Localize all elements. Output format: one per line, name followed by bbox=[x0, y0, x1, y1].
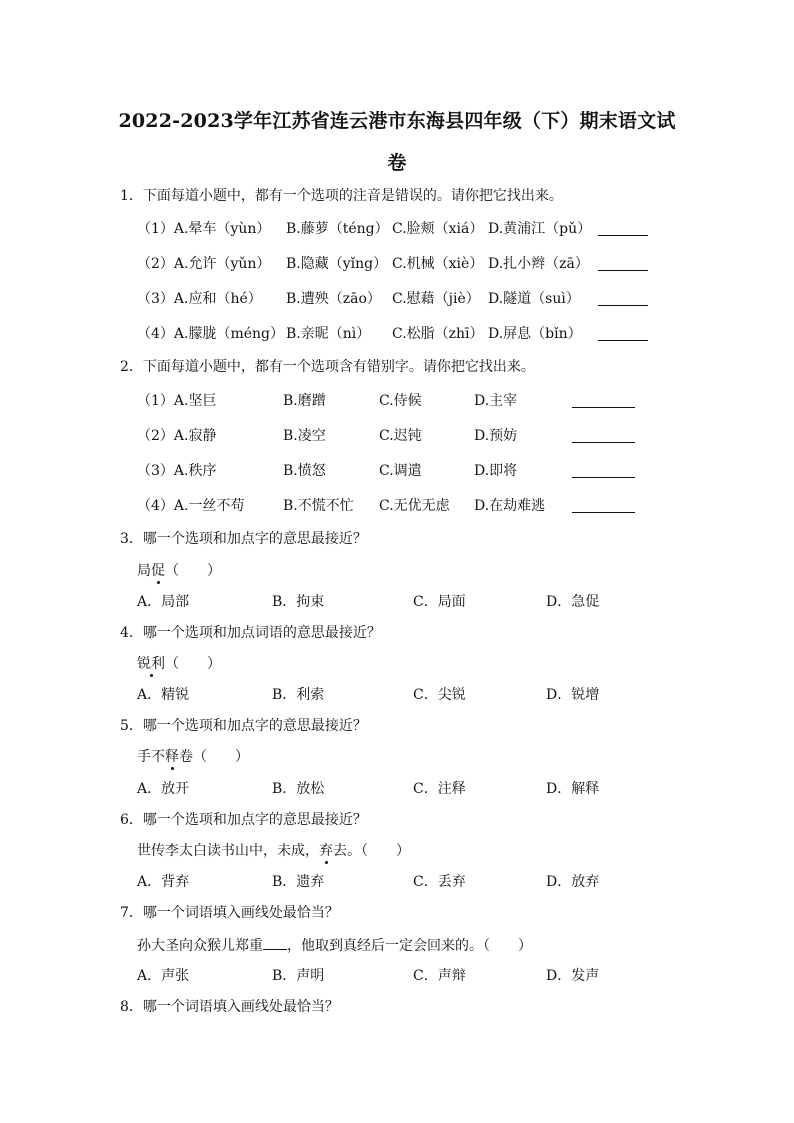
q4-option-a[interactable]: A．精锐 bbox=[137, 687, 190, 703]
q1-row2-option-d: D.扎小辫（zā） bbox=[488, 256, 589, 272]
q2-row1-option-b: B.磨蹭 bbox=[283, 393, 326, 409]
page-title: 2022-2023学年江苏省连云港市东海县四年级（下）期末语文试 bbox=[118, 110, 676, 132]
q2-row3-option-c: C.调遣 bbox=[379, 463, 422, 479]
q1-row1-answer-blank[interactable] bbox=[598, 235, 648, 236]
q2-row3-option-a: （3）A.秩序 bbox=[137, 463, 217, 479]
q2-row4-option-b: B.不慌不忙 bbox=[283, 498, 354, 514]
question-2-stem: 2．下面每道小题中，都有一个选项含有错别字。请你把它找出来。 bbox=[120, 359, 535, 375]
q7-option-d[interactable]: D．发声 bbox=[546, 968, 600, 984]
q5-option-c[interactable]: C．注释 bbox=[413, 781, 466, 797]
q2-row2-option-a: （2）A.寂静 bbox=[137, 428, 217, 444]
q1-row4-option-c: C.松脂（zhī） bbox=[392, 326, 484, 342]
q5-option-a[interactable]: A．放开 bbox=[137, 781, 190, 797]
question-1-stem: 1．下面每道小题中，都有一个选项的注音是错误的。请你把它找出来。 bbox=[120, 188, 563, 204]
q3-option-a[interactable]: A．局部 bbox=[137, 594, 190, 610]
q1-row2-answer-blank[interactable] bbox=[598, 270, 648, 271]
question-7-stem: 7．哪一个词语填入画线处最恰当？ bbox=[120, 905, 339, 921]
q7-option-a[interactable]: A．声张 bbox=[137, 968, 190, 984]
q6-option-c[interactable]: C．丢弃 bbox=[413, 874, 466, 890]
q2-row1-option-d: D.主宰 bbox=[474, 393, 518, 409]
question-3-stem: 3．哪一个选项和加点字的意思最接近？ bbox=[120, 531, 367, 547]
q1-row2-option-a: （2）A.允许（yǔn） bbox=[137, 256, 271, 272]
q2-row2-answer-blank[interactable] bbox=[572, 442, 635, 443]
question-5-target-word: 手不释卷（ ） bbox=[137, 749, 249, 765]
q1-row4-option-b: B.亲昵（nì） bbox=[286, 326, 371, 342]
q2-row2-option-b: B.凌空 bbox=[283, 428, 326, 444]
q4-option-d[interactable]: D．锐增 bbox=[546, 687, 600, 703]
q2-row4-answer-blank[interactable] bbox=[572, 512, 635, 513]
page-title-continued: 卷 bbox=[387, 152, 407, 174]
q5-option-b[interactable]: B．放松 bbox=[272, 781, 325, 797]
q2-row1-option-a: （1）A.坚巨 bbox=[137, 393, 217, 409]
question-8-stem: 8．哪一个词语填入画线处最恰当？ bbox=[120, 999, 339, 1015]
q1-row3-answer-blank[interactable] bbox=[598, 305, 648, 306]
q2-row4-option-a: （4）A.一丝不苟 bbox=[137, 498, 245, 514]
q6-option-b[interactable]: B．遗弃 bbox=[272, 874, 325, 890]
q3-dotted-char: 促 bbox=[151, 563, 165, 579]
q2-row2-option-d: D.预妨 bbox=[474, 428, 518, 444]
q1-row1-option-b: B.藤萝（téng） bbox=[286, 221, 389, 237]
q4-option-b[interactable]: B．利索 bbox=[272, 687, 325, 703]
question-4-stem: 4．哪一个选项和加点词语的意思最接近？ bbox=[120, 625, 381, 641]
q2-row3-option-d: D.即将 bbox=[474, 463, 518, 479]
question-6-stem: 6．哪一个选项和加点字的意思最接近？ bbox=[120, 812, 367, 828]
question-5-stem: 5．哪一个选项和加点字的意思最接近？ bbox=[120, 718, 367, 734]
q2-row3-answer-blank[interactable] bbox=[572, 477, 635, 478]
q3-option-b[interactable]: B．拘束 bbox=[272, 594, 325, 610]
q7-option-c[interactable]: C．声辩 bbox=[413, 968, 466, 984]
q2-row4-option-d: D.在劫难逃 bbox=[474, 498, 546, 514]
question-4-target-word: 锐利（ ） bbox=[137, 656, 221, 672]
q1-row2-option-b: B.隐藏（yǐng） bbox=[286, 256, 388, 272]
q4-dotted-word: 锐利 bbox=[137, 656, 165, 672]
q1-row4-option-d: D.屏息（bǐn） bbox=[488, 326, 582, 342]
q2-row2-option-c: C.迟钝 bbox=[379, 428, 422, 444]
q3-option-d[interactable]: D．急促 bbox=[546, 594, 600, 610]
question-3-target-word: 局促（ ） bbox=[137, 563, 221, 579]
question-6-target-sentence: 世传李太白读书山中，未成，弃去。（ ） bbox=[137, 843, 410, 859]
q1-row4-option-a: （4）A.朦胧（méng） bbox=[137, 326, 285, 342]
q3-option-c[interactable]: C．局面 bbox=[413, 594, 466, 610]
q1-row2-option-c: C.机械（xiè） bbox=[392, 256, 484, 272]
question-7-sentence: 孙大圣向众猴儿郑重 ，他取到真经后一定会回来的。（ ） bbox=[137, 935, 532, 955]
q1-row4-answer-blank[interactable] bbox=[598, 340, 648, 341]
q2-row3-option-b: B.愤怒 bbox=[283, 463, 326, 479]
q5-dotted-char: 释 bbox=[165, 749, 179, 765]
q2-row1-option-c: C.侍候 bbox=[379, 393, 422, 409]
q1-row3-option-b: B.遭殃（zāo） bbox=[286, 291, 381, 307]
q7-option-b[interactable]: B．声明 bbox=[272, 968, 325, 984]
q2-row1-answer-blank[interactable] bbox=[572, 407, 635, 408]
q1-row3-option-d: D.隧道（suì） bbox=[488, 291, 580, 307]
q1-row3-option-c: C.慰藉（jiè） bbox=[392, 291, 480, 307]
q6-dotted-char: 弃 bbox=[319, 843, 333, 859]
q1-row1-option-c: C.脸颊（xiá） bbox=[392, 221, 484, 237]
q6-option-a[interactable]: A．背弃 bbox=[137, 874, 190, 890]
q5-option-d[interactable]: D．解释 bbox=[546, 781, 600, 797]
q7-fill-blank[interactable] bbox=[263, 935, 287, 950]
q1-row1-option-a: （1）A.晕车（yùn） bbox=[137, 221, 271, 237]
q4-option-c[interactable]: C．尖锐 bbox=[413, 687, 466, 703]
q1-row3-option-a: （3）A.应和（hé） bbox=[137, 291, 262, 307]
q2-row4-option-c: C.无优无虑 bbox=[379, 498, 450, 514]
q6-option-d[interactable]: D．放弃 bbox=[546, 874, 600, 890]
q1-row1-option-d: D.黄浦江（pǔ） bbox=[488, 221, 592, 237]
